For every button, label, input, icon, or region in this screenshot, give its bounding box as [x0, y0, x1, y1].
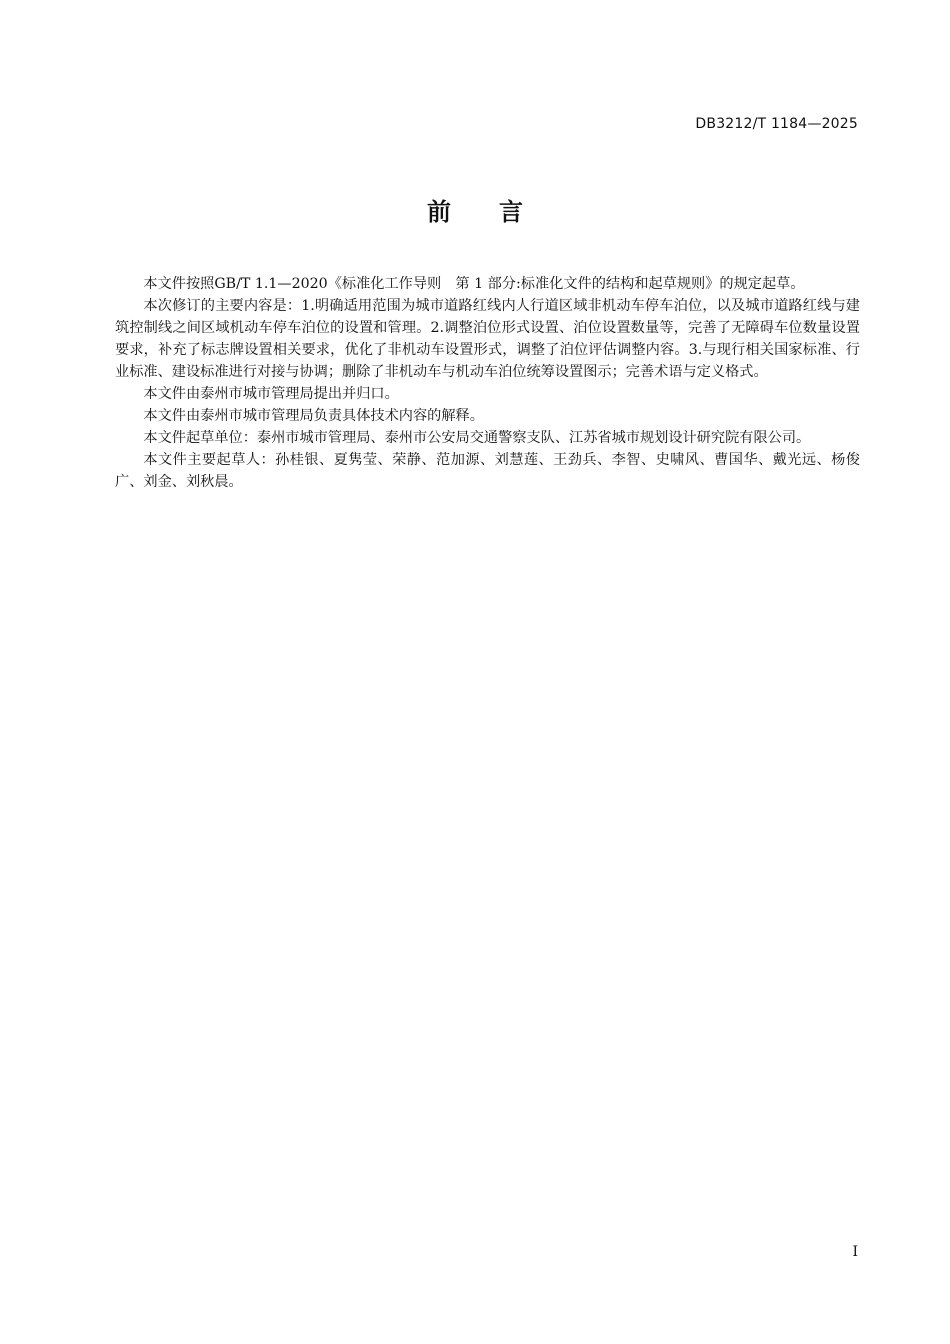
document-code: DB3212/T 1184—2025	[695, 116, 858, 132]
paragraph: 本文件由泰州市城市管理局提出并归口。	[143, 386, 399, 402]
paragraph: 本文件按照GB/T 1.1—2020《标准化工作导则 第 1 部分:标准化文件的结构和起草规则》的规定起草。	[143, 276, 805, 292]
paragraph: 本文件主要起草人：孙桂银、夏隽莹、荣静、范加源、刘慧莲、王劲兵、李智、史啸风、曹国华、戴光远、杨俊广、刘金、刘秋晨。	[115, 452, 860, 490]
page-number: I	[852, 1244, 858, 1260]
paragraph: 本文件由泰州市城市管理局负责具体技术内容的解释。	[143, 408, 484, 424]
paragraph: 本次修订的主要内容是：1.明确适用范围为城市道路红线内人行道区域非机动车停车泊位，以及城市道路红线与建筑控制线之间区域机动车停车泊位的设置和管理。2.调整泊位形式设置、泊位设置数量等，完善了无障碍车位数量设置要求，补充了标志牌设置相关要求，优化了非机动车设置形式，调整了泊位评估调整内容。3.与现行相关国家标准、行业标准、建设标准进行对接与协调；删除了非机动车与机动车泊位统筹设置图示；完善术语与定义格式。	[115, 298, 860, 380]
paragraph: 本文件起草单位：泰州市城市管理局、泰州市公安局交通警察支队、江苏省城市规划设计研究院有限公司。	[143, 430, 811, 446]
page-title: 前言	[427, 198, 571, 226]
foreword-body	[115, 273, 860, 493]
